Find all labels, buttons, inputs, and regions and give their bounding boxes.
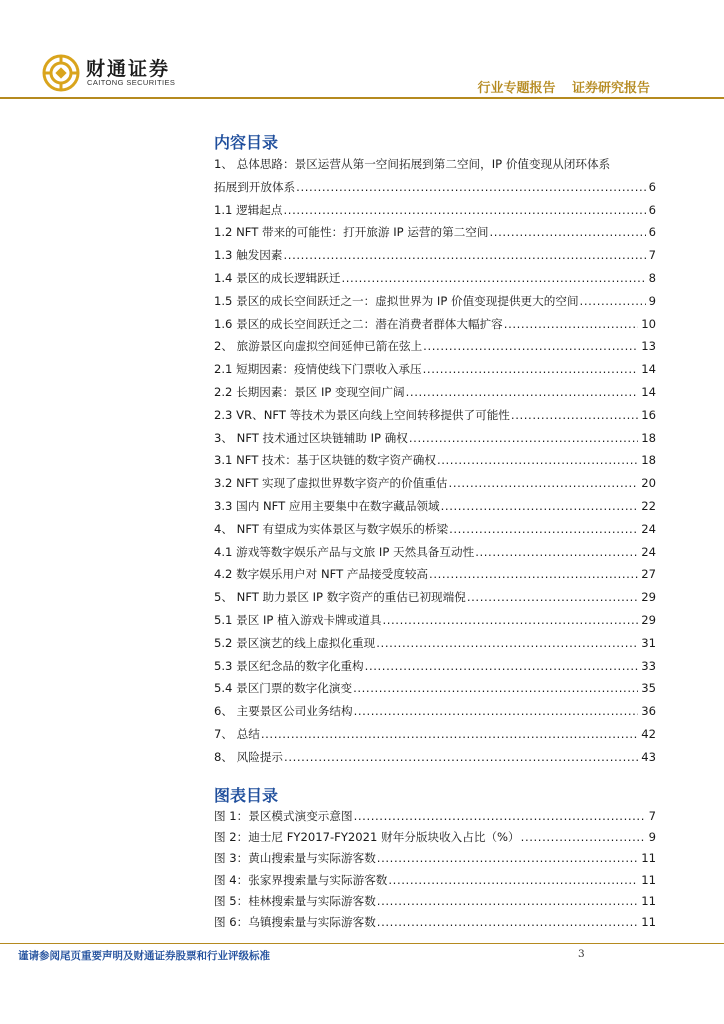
toc-entry-5-1[interactable] xyxy=(214,609,656,632)
toc-entry-label: 1.6 景区的成长空间跃迁之二：潜在消费者群体大幅扩容 xyxy=(214,316,503,331)
toc-entry-5-3[interactable] xyxy=(214,655,656,678)
toc-page-number: 27 xyxy=(641,567,656,582)
toc-leader-dots xyxy=(504,313,638,336)
toc-entry-4-2[interactable] xyxy=(214,563,656,586)
header-tags xyxy=(465,77,650,96)
contents-list xyxy=(214,153,656,769)
toc-entry-label: 3.3 国内 NFT 应用主要集中在数字藏品领域 xyxy=(214,498,440,513)
toc-leader-dots xyxy=(423,335,638,358)
toc-leader-dots xyxy=(475,541,638,564)
figure-page-number: 11 xyxy=(641,893,656,908)
toc-entry-1-1[interactable] xyxy=(214,199,656,222)
toc-page-number: 31 xyxy=(641,635,656,650)
toc-entry-1-4[interactable] xyxy=(214,267,656,290)
toc-entry-label: 1.4 景区的成长逻辑跃迁 xyxy=(214,270,341,285)
toc-entry-label: 5、 NFT 助力景区 IP 数字资产的重估已初现端倪 xyxy=(214,590,466,605)
figure-page-number: 11 xyxy=(641,914,656,929)
toc-leader-dots xyxy=(441,495,639,518)
toc-entry-7[interactable] xyxy=(214,723,656,746)
figure-entry-label: 图 1：景区模式演变示意图 xyxy=(214,809,353,823)
toc-entry-5-2[interactable] xyxy=(214,632,656,655)
toc-entry-3-3[interactable] xyxy=(214,495,656,518)
toc-leader-dots xyxy=(521,827,646,848)
toc-entry-2[interactable] xyxy=(214,335,656,358)
toc-entry-label: 1.1 逻辑起点 xyxy=(214,202,283,217)
figure-entry-6[interactable] xyxy=(214,912,656,933)
toc-page-number: 24 xyxy=(641,521,656,536)
toc-leader-dots xyxy=(376,632,638,655)
figures-list xyxy=(214,806,656,933)
toc-leader-dots xyxy=(409,427,638,450)
figure-page-number: 7 xyxy=(648,809,656,823)
toc-page-number: 35 xyxy=(641,681,656,696)
toc-entry-2-2[interactable] xyxy=(214,381,656,404)
figure-entry-5[interactable] xyxy=(214,891,656,912)
footer-disclaimer: 谨请参阅尾页重要声明及财通证券股票和行业评级标准 xyxy=(18,950,270,962)
toc-leader-dots xyxy=(377,912,638,933)
toc-leader-dots xyxy=(377,891,638,912)
toc-page-number: 18 xyxy=(641,430,656,445)
toc-page-number: 10 xyxy=(641,316,656,331)
tag-securities-research: 证券研究报告 xyxy=(571,81,650,96)
toc-page-number: 29 xyxy=(641,590,656,605)
logo-english-name: CAITONG SECURITIES xyxy=(87,78,176,87)
figure-entry-label: 图 5：桂林搜索量与实际游客数 xyxy=(214,893,376,908)
toc-page-number: 13 xyxy=(641,339,656,354)
toc-leader-dots xyxy=(341,267,645,290)
toc-entry-label: 8、 风险提示 xyxy=(214,749,284,764)
toc-leader-dots xyxy=(388,870,638,891)
toc-leader-dots xyxy=(284,199,646,222)
toc-leader-dots xyxy=(580,290,646,313)
toc-entry-6[interactable] xyxy=(214,700,656,723)
toc-leader-dots xyxy=(490,221,646,244)
toc-page-number: 33 xyxy=(641,658,656,673)
toc-leader-dots xyxy=(423,358,639,381)
toc-entry-2-1[interactable] xyxy=(214,358,656,381)
toc-entry-4-1[interactable] xyxy=(214,541,656,564)
toc-page-number: 6 xyxy=(648,202,656,217)
toc-page-number: 6 xyxy=(648,179,656,194)
toc-leader-dots xyxy=(467,586,638,609)
toc-entry-label: 5.2 景区演艺的线上虚拟化重现 xyxy=(214,635,376,650)
toc-entry-label: 3、 NFT 技术通过区块链辅助 IP 确权 xyxy=(214,430,408,445)
toc-page-number: 22 xyxy=(641,498,656,513)
toc-leader-dots xyxy=(354,700,639,723)
figure-page-number: 11 xyxy=(641,872,656,887)
figure-entry-label: 图 3：黄山搜索量与实际游客数 xyxy=(214,851,376,866)
figure-page-number: 9 xyxy=(648,830,656,845)
figure-entry-2[interactable] xyxy=(214,827,656,848)
toc-entry-label: 7、 总结 xyxy=(214,726,260,741)
tag-industry-report: 行业专题报告 xyxy=(477,81,556,96)
toc-entry-label: 1、 总体思路：景区运营从第一空间拓展到第二空间，IP 价值变现从闭环体系 xyxy=(214,157,611,171)
toc-page-number: 42 xyxy=(641,726,656,741)
toc-entry-2-3[interactable] xyxy=(214,404,656,427)
toc-entry-1-5[interactable] xyxy=(214,290,656,313)
toc-entry-1-6[interactable] xyxy=(214,313,656,336)
figures-title: 图表目录 xyxy=(214,786,279,805)
toc-entry-1-2[interactable] xyxy=(214,221,656,244)
toc-page-number: 7 xyxy=(648,248,656,263)
toc-leader-dots xyxy=(296,176,645,199)
figure-entry-label: 图 4：张家界搜索量与实际游客数 xyxy=(214,872,388,887)
toc-page-number: 24 xyxy=(641,544,656,559)
toc-entry-label: 5.3 景区纪念品的数字化重构 xyxy=(214,658,364,673)
toc-page-number: 36 xyxy=(641,704,656,719)
toc-entry-label: 5.4 景区门票的数字化演变 xyxy=(214,681,353,696)
header-divider xyxy=(0,97,724,99)
toc-page-number: 14 xyxy=(641,384,656,399)
toc-entry-5[interactable] xyxy=(214,586,656,609)
toc-leader-dots xyxy=(406,381,639,404)
toc-entry-8[interactable] xyxy=(214,746,656,769)
toc-leader-dots xyxy=(449,518,638,541)
toc-page-number: 29 xyxy=(641,612,656,627)
footer-page-number: 3 xyxy=(578,948,585,960)
toc-page-number: 16 xyxy=(641,407,656,422)
toc-entry-label: 6、 主要景区公司业务结构 xyxy=(214,704,353,719)
figure-entry-label: 图 2：迪士尼 FY2017-FY2021 财年分版块收入占比（%） xyxy=(214,830,520,845)
figure-entry-4[interactable] xyxy=(214,870,656,891)
figure-entry-label: 图 6：乌镇搜索量与实际游客数 xyxy=(214,914,376,929)
toc-leader-dots xyxy=(511,404,638,427)
toc-leader-dots xyxy=(284,244,646,267)
toc-entry-label: 3.1 NFT 技术：基于区块链的数字资产确权 xyxy=(214,453,436,468)
toc-leader-dots xyxy=(382,609,638,632)
contents-title: 内容目录 xyxy=(214,133,279,152)
figure-page-number: 11 xyxy=(641,851,656,866)
toc-entry-5-4[interactable] xyxy=(214,677,656,700)
toc-entry-label: 2.1 短期因素：疫情使线下门票收入承压 xyxy=(214,362,422,377)
toc-leader-dots xyxy=(449,472,639,495)
toc-leader-dots xyxy=(429,563,638,586)
toc-entry-label: 拓展到开放体系 xyxy=(214,179,296,194)
toc-leader-dots xyxy=(365,655,639,678)
page-header xyxy=(0,0,724,100)
toc-page-number: 43 xyxy=(641,749,656,764)
figure-entry-1[interactable] xyxy=(214,806,656,827)
toc-entry-label: 4.1 游戏等数字娱乐产品与文旅 IP 天然具备互动性 xyxy=(214,544,475,559)
figure-entry-3[interactable] xyxy=(214,848,656,869)
toc-page-number: 18 xyxy=(641,453,656,468)
toc-entry-label: 5.1 景区 IP 植入游戏卡牌或道具 xyxy=(214,612,382,627)
toc-page-number: 6 xyxy=(648,225,656,240)
toc-entry-label: 1.5 景区的成长空间跃迁之一：虚拟世界为 IP 价值变现提供更大的空间 xyxy=(214,293,579,308)
footer-divider xyxy=(0,943,724,944)
toc-entry-1-3[interactable] xyxy=(214,244,656,267)
toc-entry-3-2[interactable] xyxy=(214,472,656,495)
toc-entry-label: 2.2 长期因素：景区 IP 变现空间广阔 xyxy=(214,384,405,399)
toc-page-number: 8 xyxy=(648,270,656,285)
toc-page-number: 14 xyxy=(641,362,656,377)
toc-entry-3-1[interactable] xyxy=(214,449,656,472)
toc-leader-dots xyxy=(377,848,638,869)
toc-entry-label: 4.2 数字娱乐用户对 NFT 产品接受度较高 xyxy=(214,567,429,582)
toc-page-number: 9 xyxy=(648,293,656,308)
toc-entry-label: 1.3 触发因素 xyxy=(214,248,283,263)
logo-chinese-name: 财通证券 xyxy=(86,58,171,80)
toc-entry-4[interactable] xyxy=(214,518,656,541)
toc-page-number: 20 xyxy=(641,476,656,491)
toc-entry-label: 2、 旅游景区向虚拟空间延伸已箭在弦上 xyxy=(214,339,423,354)
toc-leader-dots xyxy=(354,806,646,827)
toc-entry-label: 3.2 NFT 实现了虚拟世界数字资产的价值重估 xyxy=(214,476,448,491)
toc-leader-dots xyxy=(261,723,638,746)
toc-leader-dots xyxy=(437,449,638,472)
toc-entry-1[interactable] xyxy=(214,153,656,176)
toc-entry-label: 1.2 NFT 带来的可能性：打开旅游 IP 运营的第二空间 xyxy=(214,225,489,240)
toc-entry-3[interactable] xyxy=(214,427,656,450)
toc-leader-dots xyxy=(353,677,638,700)
toc-entry-label: 2.3 VR、NFT 等技术为景区向线上空间转移提供了可能性 xyxy=(214,407,510,422)
caitong-logo-icon xyxy=(42,54,80,92)
toc-entry-label: 4、 NFT 有望成为实体景区与数字娱乐的桥梁 xyxy=(214,521,449,536)
toc-leader-dots xyxy=(284,746,638,769)
toc-entry-1-cont[interactable] xyxy=(214,176,656,199)
